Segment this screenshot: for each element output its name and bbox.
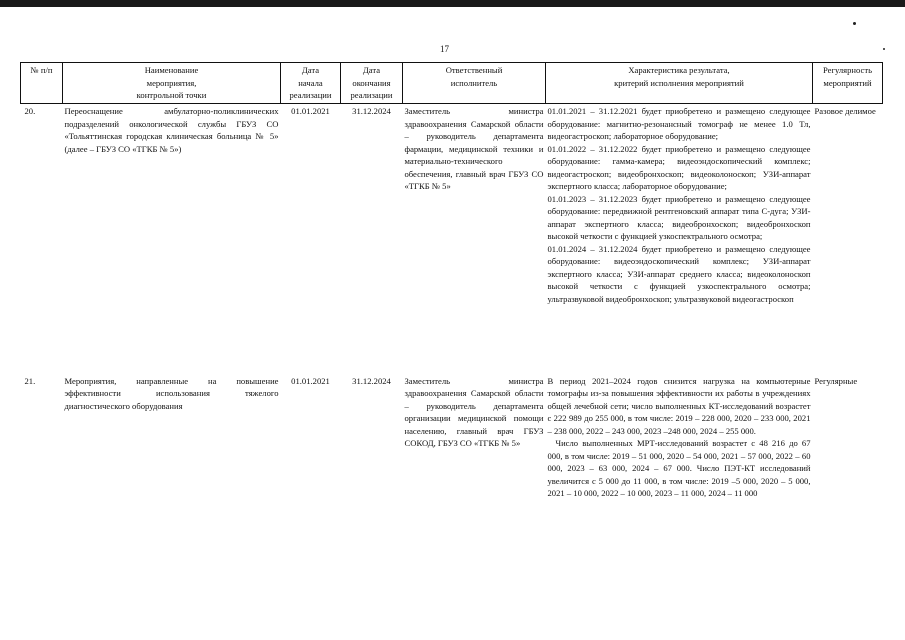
result-paragraph: В период 2021–2024 годов снизится нагрузка на компьютерные томографы из-за повышения эффективности их работы в учреждениях общей лечебной сети; число выполненных КТ-исследований возрастет с 222 989 до 255 000, в том числе: 2019 – 228 000, 2020 – 233 000, 2021 – 238 000, 2022 – 243 000, 2023 –248 000, 2024 – 255 000.: [547, 375, 811, 436]
regularity: Регулярные: [814, 375, 858, 386]
result-paragraph: 01.01.2023 – 31.12.2023 будет приобретено и размещено следующее оборудование: передвижной рентгеновский аппарат типа С-дуга; УЗИ-аппарат экспертного класса; видеобронхоскоп; видеобронхоскоп высокой четкости с функцией узкоспектрального осмотра;: [547, 193, 811, 241]
result-paragraph: Число выполненных МРТ-исследований возрастет с 48 216 до 67 000, в том числе: 2019 – 51 000, 2020 – 54 000, 2021 – 57 000, 2022 – 60 000, 2023 – 63 000, 2024 – 67 000. Число ПЭТ-КТ исследований увеличится с 5 000 до 11 000, в том числе: 2019 –5 000, 2020 – 5 000, 2021 – 10 000, 2022 – 10 000, 2023 – 11 000, 2024 – 11 000: [547, 438, 811, 498]
measure-name: Переоснащение амбулаторно-поликлинических подразделений онкологической службы ГБУЗ СО «Тольяттинская городская клиническая больница № 5» (далее – ГБУЗ СО «ТГКБ № 5»): [63, 104, 281, 374]
end-date: 31.12.2024: [352, 375, 391, 386]
row-number: 20.: [21, 104, 63, 374]
result-paragraph: 01.01.2022 – 31.12.2022 будет приобретено и размещено следующее оборудование: гамма-камера; видеоэндоскопический комплекс; видеогастроскоп; видеобронхоскоп; видеоколоноскоп; УЗИ-аппарат экспертного класса; лабораторное оборудование;: [547, 143, 811, 191]
table-row: [21, 104, 883, 374]
header-regularity: Регулярность мероприятий: [813, 63, 883, 104]
table-header-row: [21, 63, 883, 104]
header-name: Наименование мероприятия, контрольной точки: [63, 63, 281, 104]
scan-top-border: [0, 0, 905, 7]
end-date: 31.12.2024: [341, 104, 403, 374]
scan-speck: [853, 22, 856, 25]
row-number: 21.: [24, 375, 36, 386]
header-start-date: Дата начала реализации: [281, 63, 341, 104]
result-description: [546, 374, 813, 501]
page-number: 17: [440, 44, 449, 54]
result-paragraph: 01.01.2024 – 31.12.2024 будет приобретено и размещено следующее оборудование: видеоэндоскопический комплекс; УЗИ-аппарат экспертного класса; УЗИ-аппарат среднего класса; видеоколоноскоп высокой четкости с функцией узкоспектрального осмотра; ультразвуковой видеобронхоскоп; ультразвуковой видеогастроскоп: [547, 243, 811, 304]
measure-name: Мероприятия, направленные на повышение эффективности использования тяжелого диагностического оборудования: [64, 375, 279, 411]
start-date: 01.01.2021: [281, 104, 341, 374]
responsible-executor: Заместитель министра здравоохранения Самарской области – руководитель департамента фармации, медицинской техники и материально-технического обеспечения, главный врач ГБУЗ СО «ТГКБ № 5»: [403, 104, 546, 374]
start-date: 01.01.2021: [291, 375, 330, 386]
header-end-date: Дата окончания реализации: [341, 63, 403, 104]
header-responsible: Ответственный исполнитель: [403, 63, 546, 104]
regularity: Разовое делимое: [813, 104, 883, 374]
header-result: Характеристика результата, критерий исполнения мероприятий: [546, 63, 813, 104]
table-row: [21, 374, 883, 501]
scan-speck: [883, 48, 885, 50]
result-description: [546, 104, 813, 374]
result-paragraph: 01.01.2021 – 31.12.2021 будет приобретено и размещено следующее оборудование: магнитно-резонансный томограф не менее 1.0 Тл, видеогастроскоп; лабораторное оборудование;: [547, 106, 811, 141]
measures-table: [20, 62, 883, 501]
measures-table-wrapper: [20, 62, 882, 622]
responsible-executor: Заместитель министра здравоохранения Самарской области – руководитель департамента организации медицинской помощи населению, главный врач ГБУЗ СОКОД, ГБУЗ СО «ТГКБ № 5»: [404, 375, 544, 448]
header-num: № п/п: [21, 63, 63, 104]
